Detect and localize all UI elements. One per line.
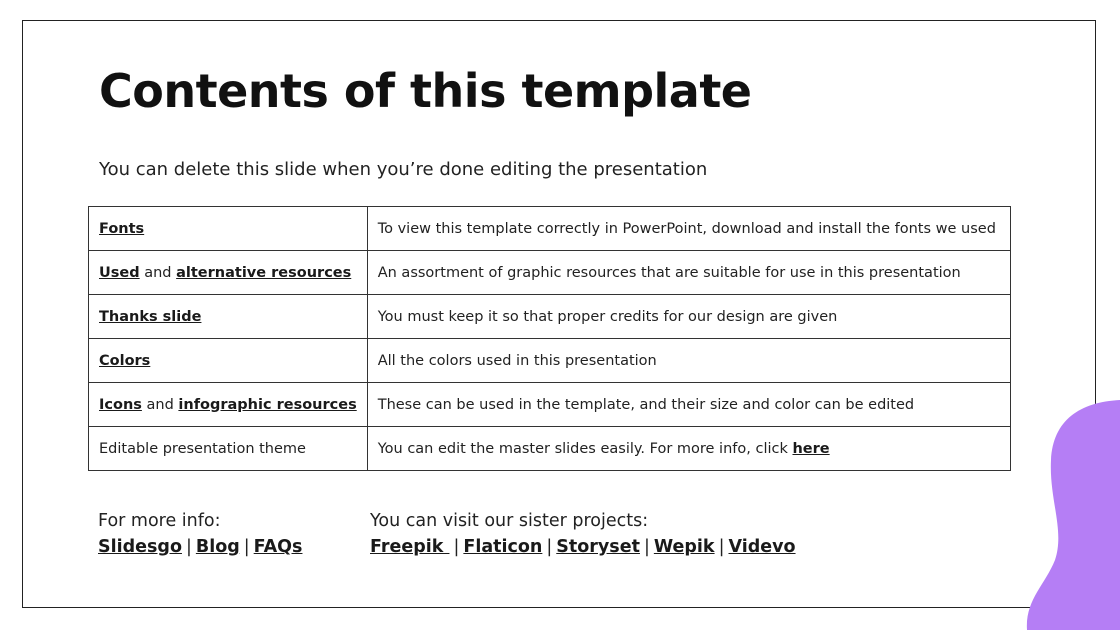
- videvo-link[interactable]: Videvo: [728, 537, 796, 557]
- section-name-cell: [89, 383, 368, 427]
- cell-text: To view this template correctly in PowerPoint, download and install the fonts we used: [377, 220, 996, 237]
- section-description-cell: [367, 427, 1010, 471]
- alternative-resources-link[interactable]: alternative resources: [176, 264, 352, 281]
- cell-text: An assortment of graphic resources that are suitable for use in this presentation: [377, 264, 961, 281]
- colors-link[interactable]: Colors: [99, 352, 151, 369]
- page-subtitle: You can delete this slide when you’re done editing the presentation: [99, 159, 708, 180]
- link-separator: |: [453, 537, 460, 557]
- freepik-link[interactable]: Freepik: [370, 537, 450, 557]
- cell-text: All the colors used in this presentation: [377, 352, 657, 369]
- section-name-cell: [89, 295, 368, 339]
- table-row: [89, 427, 1011, 471]
- storyset-link[interactable]: Storyset: [556, 537, 640, 557]
- more-info-label: For more info:: [98, 511, 221, 531]
- section-description-cell: [367, 339, 1010, 383]
- cell-text: and: [139, 264, 177, 281]
- contents-table: [88, 206, 1011, 471]
- here-link[interactable]: here: [792, 440, 830, 457]
- blog-link[interactable]: Blog: [195, 537, 240, 557]
- table-row: [89, 207, 1011, 251]
- contents-table-body: [89, 207, 1011, 471]
- section-description-cell: [367, 383, 1010, 427]
- more-info-block: [98, 508, 302, 560]
- section-description-cell: [367, 207, 1010, 251]
- cell-text: You must keep it so that proper credits for our design are given: [377, 308, 838, 325]
- section-name-cell: [89, 339, 368, 383]
- table-row: [89, 383, 1011, 427]
- section-name-cell: [89, 427, 368, 471]
- link-separator: |: [718, 537, 725, 557]
- slidesgo-link[interactable]: Slidesgo: [98, 537, 182, 557]
- wepik-link[interactable]: Wepik: [653, 537, 715, 557]
- page-title: Contents of this template: [99, 64, 752, 118]
- cell-text: You can edit the master slides easily. For more info, click: [377, 440, 793, 457]
- section-name-cell: [89, 207, 368, 251]
- sister-projects-label: You can visit our sister projects:: [370, 511, 649, 531]
- more-info-links: [98, 534, 302, 560]
- link-separator: |: [643, 537, 650, 557]
- table-row: [89, 295, 1011, 339]
- link-separator: |: [546, 537, 553, 557]
- link-separator: |: [185, 537, 192, 557]
- faqs-link[interactable]: FAQs: [253, 537, 303, 557]
- sister-projects-block: [370, 508, 796, 560]
- thanks-slide-link[interactable]: Thanks slide: [99, 308, 202, 325]
- infographic-resources-link[interactable]: infographic resources: [178, 396, 357, 413]
- cell-text: and: [141, 396, 179, 413]
- cell-text: Editable presentation theme: [99, 440, 306, 457]
- table-row: [89, 251, 1011, 295]
- cell-text: These can be used in the template, and their size and color can be edited: [377, 396, 915, 413]
- sister-projects-links: [370, 534, 796, 560]
- icons-link[interactable]: Icons: [99, 396, 142, 413]
- section-description-cell: [367, 251, 1010, 295]
- flaticon-link[interactable]: Flaticon: [463, 537, 543, 557]
- used-link[interactable]: Used: [99, 264, 140, 281]
- fonts-link[interactable]: Fonts: [99, 220, 145, 237]
- table-row: [89, 339, 1011, 383]
- section-description-cell: [367, 295, 1010, 339]
- link-separator: |: [243, 537, 250, 557]
- section-name-cell: [89, 251, 368, 295]
